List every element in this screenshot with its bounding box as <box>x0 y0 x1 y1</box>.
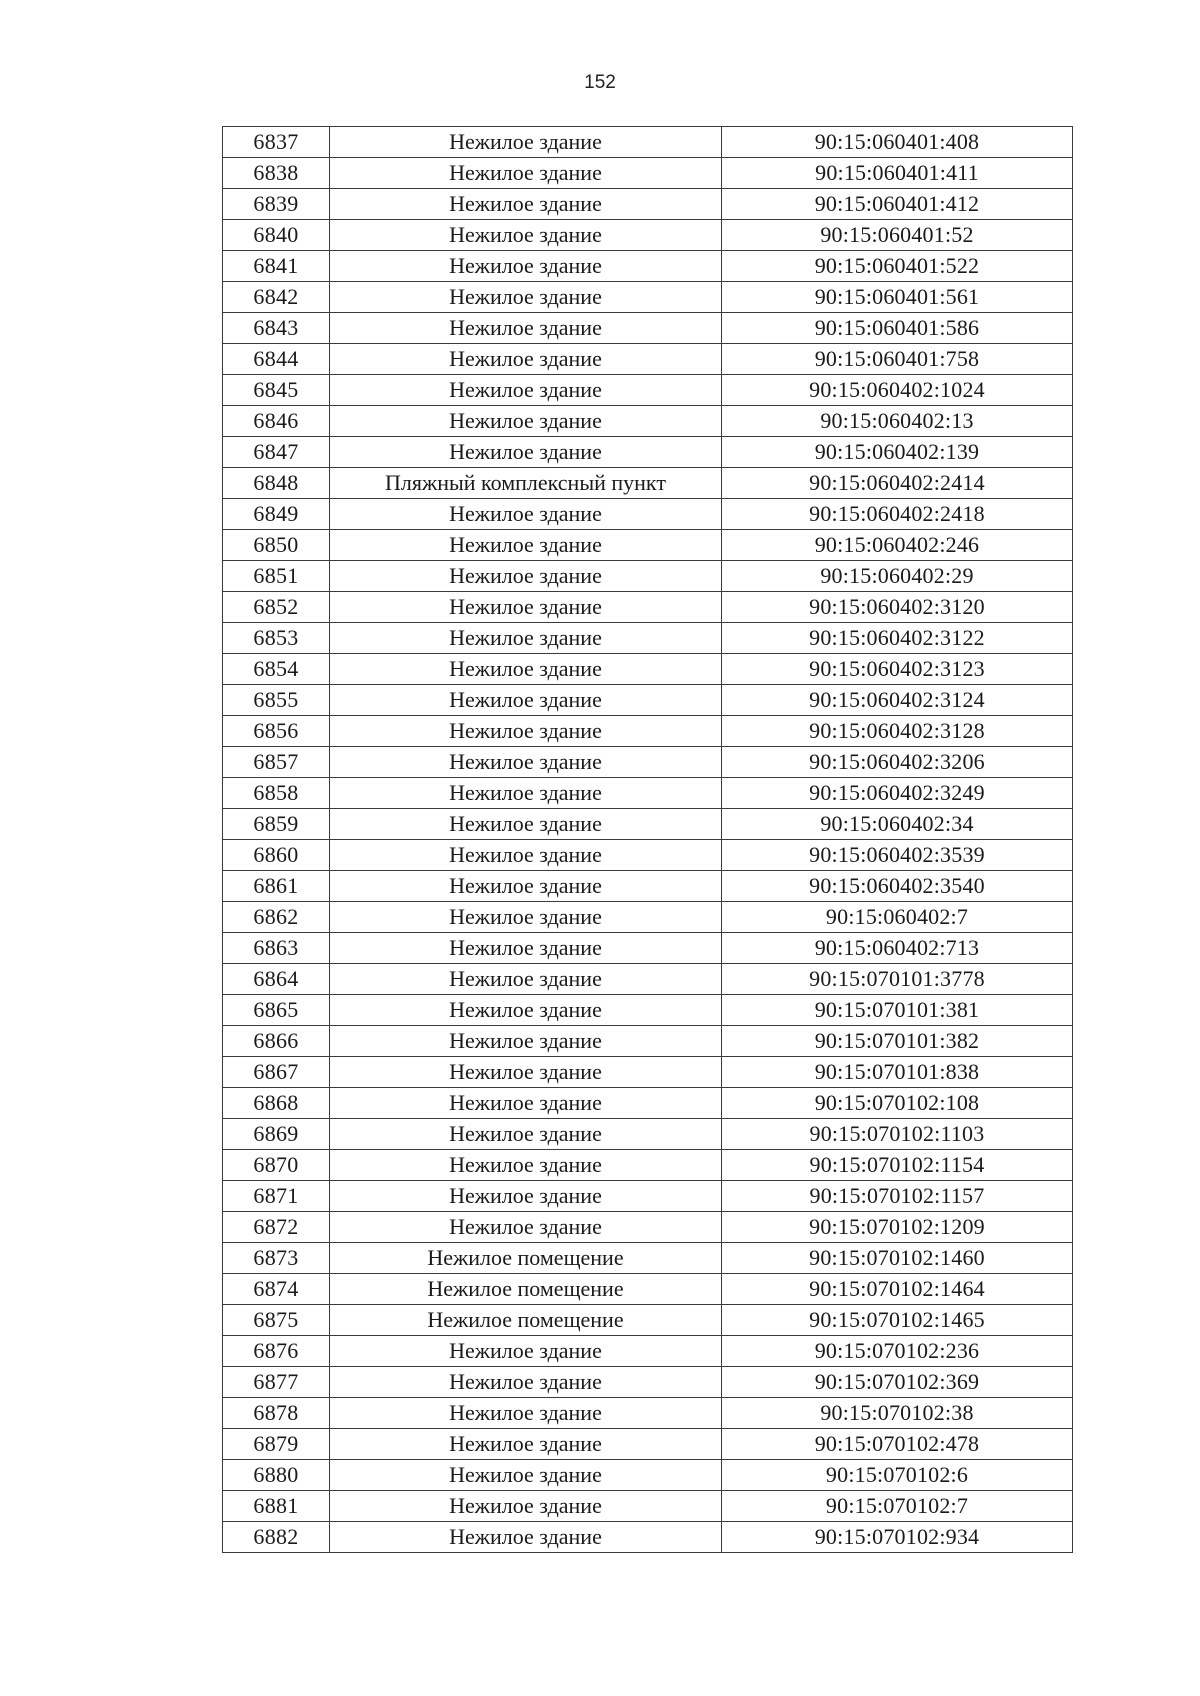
row-number-cell: 6867 <box>223 1057 330 1088</box>
table-row <box>223 220 1073 251</box>
row-number-cell: 6852 <box>223 592 330 623</box>
cadastral-number-cell: 90:15:060402:2414 <box>722 468 1073 499</box>
row-number-cell: 6847 <box>223 437 330 468</box>
cadastral-number-cell: 90:15:070102:369 <box>722 1367 1073 1398</box>
row-number-cell: 6861 <box>223 871 330 902</box>
table-row <box>223 1274 1073 1305</box>
row-number-cell: 6879 <box>223 1429 330 1460</box>
row-number-cell: 6872 <box>223 1212 330 1243</box>
row-number-cell: 6871 <box>223 1181 330 1212</box>
table-row <box>223 995 1073 1026</box>
cadastral-number-cell: 90:15:060402:2418 <box>722 499 1073 530</box>
object-name-cell: Нежилое здание <box>330 375 722 406</box>
row-number-cell: 6846 <box>223 406 330 437</box>
table-row <box>223 933 1073 964</box>
cadastral-number-cell: 90:15:060401:408 <box>722 127 1073 158</box>
table-row <box>223 530 1073 561</box>
table-row <box>223 158 1073 189</box>
cadastral-number-cell: 90:15:060402:3539 <box>722 840 1073 871</box>
cadastral-number-cell: 90:15:070101:838 <box>722 1057 1073 1088</box>
cadastral-number-cell: 90:15:070102:108 <box>722 1088 1073 1119</box>
table-row <box>223 375 1073 406</box>
cadastral-number-cell: 90:15:070102:7 <box>722 1491 1073 1522</box>
table-row <box>223 654 1073 685</box>
object-name-cell: Нежилое здание <box>330 344 722 375</box>
table-row <box>223 1429 1073 1460</box>
row-number-cell: 6838 <box>223 158 330 189</box>
table-row <box>223 1150 1073 1181</box>
object-name-cell: Нежилое здание <box>330 995 722 1026</box>
row-number-cell: 6856 <box>223 716 330 747</box>
object-name-cell: Нежилое здание <box>330 1522 722 1553</box>
row-number-cell: 6843 <box>223 313 330 344</box>
object-name-cell: Нежилое здание <box>330 840 722 871</box>
table-row <box>223 1181 1073 1212</box>
row-number-cell: 6854 <box>223 654 330 685</box>
table-row <box>223 902 1073 933</box>
row-number-cell: 6841 <box>223 251 330 282</box>
table-row <box>223 840 1073 871</box>
object-name-cell: Нежилое здание <box>330 530 722 561</box>
row-number-cell: 6875 <box>223 1305 330 1336</box>
table-row <box>223 1398 1073 1429</box>
object-name-cell: Нежилое здание <box>330 251 722 282</box>
cadastral-number-cell: 90:15:070102:1154 <box>722 1150 1073 1181</box>
row-number-cell: 6878 <box>223 1398 330 1429</box>
row-number-cell: 6851 <box>223 561 330 592</box>
table-row <box>223 716 1073 747</box>
row-number-cell: 6858 <box>223 778 330 809</box>
object-name-cell: Нежилое здание <box>330 933 722 964</box>
object-name-cell: Нежилое здание <box>330 809 722 840</box>
row-number-cell: 6842 <box>223 282 330 313</box>
row-number-cell: 6844 <box>223 344 330 375</box>
table-row <box>223 1336 1073 1367</box>
row-number-cell: 6849 <box>223 499 330 530</box>
object-name-cell: Нежилое здание <box>330 158 722 189</box>
object-name-cell: Нежилое здание <box>330 685 722 716</box>
cadastral-number-cell: 90:15:060401:561 <box>722 282 1073 313</box>
row-number-cell: 6848 <box>223 468 330 499</box>
object-name-cell: Нежилое здание <box>330 902 722 933</box>
table-row <box>223 685 1073 716</box>
object-name-cell: Нежилое помещение <box>330 1243 722 1274</box>
object-name-cell: Нежилое помещение <box>330 1274 722 1305</box>
property-registry-table <box>222 126 1073 1553</box>
row-number-cell: 6845 <box>223 375 330 406</box>
table-row <box>223 592 1073 623</box>
row-number-cell: 6873 <box>223 1243 330 1274</box>
object-name-cell: Нежилое здание <box>330 127 722 158</box>
table-row <box>223 313 1073 344</box>
row-number-cell: 6874 <box>223 1274 330 1305</box>
table-row <box>223 1119 1073 1150</box>
row-number-cell: 6881 <box>223 1491 330 1522</box>
row-number-cell: 6882 <box>223 1522 330 1553</box>
cadastral-number-cell: 90:15:060402:3206 <box>722 747 1073 778</box>
page-number: 152 <box>584 72 616 93</box>
object-name-cell: Нежилое здание <box>330 1367 722 1398</box>
object-name-cell: Нежилое здание <box>330 747 722 778</box>
object-name-cell: Нежилое здание <box>330 716 722 747</box>
cadastral-number-cell: 90:15:060402:139 <box>722 437 1073 468</box>
table-row <box>223 1057 1073 1088</box>
cadastral-number-cell: 90:15:070102:1209 <box>722 1212 1073 1243</box>
cadastral-number-cell: 90:15:060402:34 <box>722 809 1073 840</box>
object-name-cell: Нежилое здание <box>330 1429 722 1460</box>
object-name-cell: Нежилое здание <box>330 1026 722 1057</box>
object-name-cell: Нежилое здание <box>330 189 722 220</box>
cadastral-number-cell: 90:15:060402:7 <box>722 902 1073 933</box>
object-name-cell: Нежилое здание <box>330 1119 722 1150</box>
table-row <box>223 344 1073 375</box>
table-row <box>223 809 1073 840</box>
table-row <box>223 1212 1073 1243</box>
object-name-cell: Нежилое здание <box>330 437 722 468</box>
object-name-cell: Нежилое помещение <box>330 1305 722 1336</box>
cadastral-number-cell: 90:15:060401:52 <box>722 220 1073 251</box>
object-name-cell: Нежилое здание <box>330 313 722 344</box>
object-name-cell: Нежилое здание <box>330 778 722 809</box>
table-row <box>223 747 1073 778</box>
cadastral-number-cell: 90:15:070101:381 <box>722 995 1073 1026</box>
table-row <box>223 871 1073 902</box>
row-number-cell: 6876 <box>223 1336 330 1367</box>
cadastral-number-cell: 90:15:070101:3778 <box>722 964 1073 995</box>
table-row <box>223 1367 1073 1398</box>
cadastral-number-cell: 90:15:070102:1464 <box>722 1274 1073 1305</box>
object-name-cell: Нежилое здание <box>330 623 722 654</box>
row-number-cell: 6877 <box>223 1367 330 1398</box>
cadastral-number-cell: 90:15:060402:3122 <box>722 623 1073 654</box>
registry-table-body <box>223 127 1073 1553</box>
cadastral-number-cell: 90:15:070102:1157 <box>722 1181 1073 1212</box>
cadastral-number-cell: 90:15:070102:1460 <box>722 1243 1073 1274</box>
table-row <box>223 468 1073 499</box>
row-number-cell: 6860 <box>223 840 330 871</box>
cadastral-number-cell: 90:15:060402:3123 <box>722 654 1073 685</box>
cadastral-number-cell: 90:15:060401:758 <box>722 344 1073 375</box>
object-name-cell: Нежилое здание <box>330 964 722 995</box>
row-number-cell: 6866 <box>223 1026 330 1057</box>
row-number-cell: 6839 <box>223 189 330 220</box>
object-name-cell: Нежилое здание <box>330 1150 722 1181</box>
object-name-cell: Нежилое здание <box>330 220 722 251</box>
cadastral-number-cell: 90:15:060402:1024 <box>722 375 1073 406</box>
row-number-cell: 6857 <box>223 747 330 778</box>
row-number-cell: 6869 <box>223 1119 330 1150</box>
object-name-cell: Нежилое здание <box>330 1181 722 1212</box>
table-row <box>223 1026 1073 1057</box>
cadastral-number-cell: 90:15:060402:3120 <box>722 592 1073 623</box>
table-row <box>223 251 1073 282</box>
cadastral-number-cell: 90:15:060401:412 <box>722 189 1073 220</box>
object-name-cell: Нежилое здание <box>330 561 722 592</box>
row-number-cell: 6864 <box>223 964 330 995</box>
object-name-cell: Нежилое здание <box>330 406 722 437</box>
cadastral-number-cell: 90:15:060401:411 <box>722 158 1073 189</box>
object-name-cell: Нежилое здание <box>330 1088 722 1119</box>
cadastral-number-cell: 90:15:070102:38 <box>722 1398 1073 1429</box>
table-row <box>223 561 1073 592</box>
row-number-cell: 6840 <box>223 220 330 251</box>
cadastral-number-cell: 90:15:060402:3540 <box>722 871 1073 902</box>
table-row <box>223 127 1073 158</box>
cadastral-number-cell: 90:15:060401:586 <box>722 313 1073 344</box>
table-row <box>223 1522 1073 1553</box>
row-number-cell: 6865 <box>223 995 330 1026</box>
table-row <box>223 437 1073 468</box>
cadastral-number-cell: 90:15:060402:29 <box>722 561 1073 592</box>
object-name-cell: Нежилое здание <box>330 1336 722 1367</box>
cadastral-number-cell: 90:15:060402:713 <box>722 933 1073 964</box>
cadastral-number-cell: 90:15:060402:3128 <box>722 716 1073 747</box>
table-row <box>223 1243 1073 1274</box>
cadastral-number-cell: 90:15:070102:1103 <box>722 1119 1073 1150</box>
cadastral-number-cell: 90:15:060401:522 <box>722 251 1073 282</box>
row-number-cell: 6853 <box>223 623 330 654</box>
table-row <box>223 778 1073 809</box>
row-number-cell: 6859 <box>223 809 330 840</box>
table-row <box>223 964 1073 995</box>
object-name-cell: Нежилое здание <box>330 1491 722 1522</box>
table-row <box>223 189 1073 220</box>
row-number-cell: 6850 <box>223 530 330 561</box>
object-name-cell: Нежилое здание <box>330 654 722 685</box>
cadastral-number-cell: 90:15:060402:246 <box>722 530 1073 561</box>
object-name-cell: Нежилое здание <box>330 1460 722 1491</box>
object-name-cell: Нежилое здание <box>330 1398 722 1429</box>
row-number-cell: 6880 <box>223 1460 330 1491</box>
object-name-cell: Нежилое здание <box>330 592 722 623</box>
row-number-cell: 6868 <box>223 1088 330 1119</box>
cadastral-number-cell: 90:15:070102:478 <box>722 1429 1073 1460</box>
table-row <box>223 1088 1073 1119</box>
row-number-cell: 6837 <box>223 127 330 158</box>
cadastral-number-cell: 90:15:060402:3249 <box>722 778 1073 809</box>
row-number-cell: 6863 <box>223 933 330 964</box>
cadastral-number-cell: 90:15:070102:934 <box>722 1522 1073 1553</box>
object-name-cell: Нежилое здание <box>330 1212 722 1243</box>
object-name-cell: Нежилое здание <box>330 499 722 530</box>
object-name-cell: Пляжный комплексный пункт <box>330 468 722 499</box>
cadastral-number-cell: 90:15:070102:1465 <box>722 1305 1073 1336</box>
table-row <box>223 499 1073 530</box>
table-row <box>223 282 1073 313</box>
table-row <box>223 1305 1073 1336</box>
cadastral-number-cell: 90:15:070101:382 <box>722 1026 1073 1057</box>
table-row <box>223 1491 1073 1522</box>
row-number-cell: 6870 <box>223 1150 330 1181</box>
object-name-cell: Нежилое здание <box>330 282 722 313</box>
table-row <box>223 623 1073 654</box>
cadastral-number-cell: 90:15:070102:6 <box>722 1460 1073 1491</box>
cadastral-number-cell: 90:15:070102:236 <box>722 1336 1073 1367</box>
cadastral-number-cell: 90:15:060402:13 <box>722 406 1073 437</box>
table-row <box>223 406 1073 437</box>
object-name-cell: Нежилое здание <box>330 871 722 902</box>
object-name-cell: Нежилое здание <box>330 1057 722 1088</box>
table-row <box>223 1460 1073 1491</box>
row-number-cell: 6855 <box>223 685 330 716</box>
row-number-cell: 6862 <box>223 902 330 933</box>
cadastral-number-cell: 90:15:060402:3124 <box>722 685 1073 716</box>
